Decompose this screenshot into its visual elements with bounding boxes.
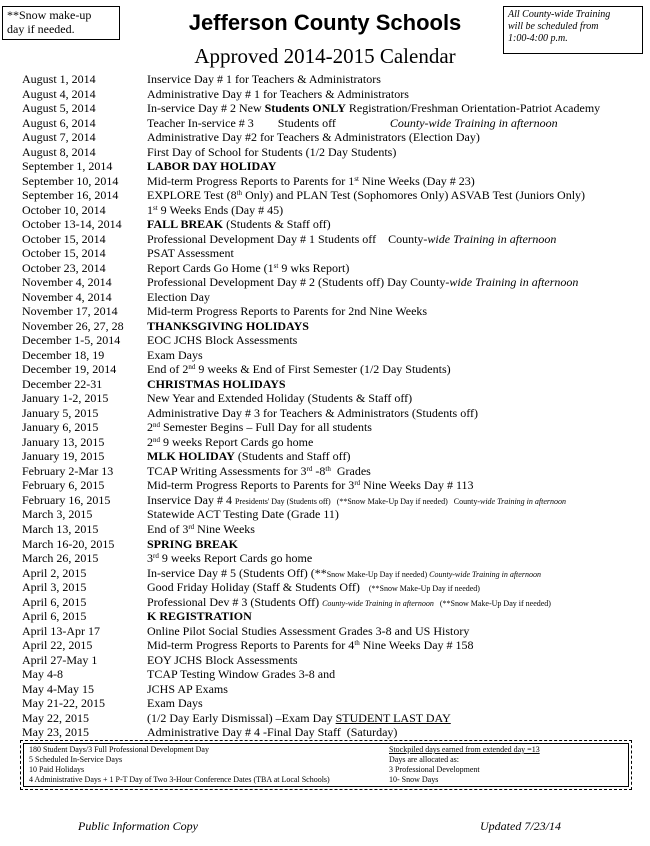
calendar-row: [22, 116, 648, 131]
description-segment: rd: [153, 552, 159, 561]
calendar-date: November 4, 2014: [22, 275, 112, 290]
calendar-description: [147, 551, 312, 566]
calendar-description: [147, 304, 427, 319]
description-segment: CHRISTMAS HOLIDAYS: [147, 376, 286, 391]
calendar-row: [22, 420, 648, 435]
description-segment: Only) and PLAN Test (Sophomores Only) ASVAB Test (Juniors Only): [242, 188, 586, 203]
calendar-date: March 3, 2015: [22, 507, 93, 522]
description-segment: Exam Days: [147, 347, 203, 362]
description-segment: 9 weeks & End of First Semester (1/2 Day Students): [195, 362, 451, 377]
calendar-row: [22, 406, 648, 421]
description-segment: First Day of School for Students (1/2 Day Students): [147, 144, 397, 159]
calendar-description: [147, 217, 331, 232]
description-segment: 9 weeks Report Cards go home: [160, 434, 314, 449]
calendar-date: October 10, 2014: [22, 202, 106, 217]
calendar-row: [22, 696, 648, 711]
calendar-row: [22, 203, 648, 218]
calendar-row: [22, 333, 648, 348]
description-segment: wide Training in afternoon: [480, 496, 567, 506]
calendar-row: [22, 725, 648, 740]
description-segment: 3: [147, 551, 153, 566]
calendar-row: [22, 624, 648, 639]
description-segment: Online Pilot Social Studies Assessment Grades 3-8 and US History: [147, 623, 470, 638]
calendar-description: [147, 159, 276, 174]
summary-line: 180 Student Days/3 Full Professional Development Day: [29, 745, 209, 754]
calendar-description: [147, 420, 372, 435]
training-note: [503, 6, 643, 54]
calendar-row: [22, 464, 648, 479]
description-segment: New Year and Extended Holiday (Students & Staff off): [147, 391, 413, 406]
calendar-date: October 15, 2014: [22, 246, 106, 261]
description-segment: Mid-term Progress Reports to Parents for 3: [147, 478, 355, 493]
calendar-date: April 27-May 1: [22, 652, 98, 667]
calendar-date: August 5, 2014: [22, 101, 96, 116]
calendar-row: [22, 595, 648, 610]
description-segment: 2: [147, 420, 153, 435]
calendar-description: [147, 464, 371, 479]
calendar-row: [22, 275, 648, 290]
calendar-description: [147, 725, 397, 740]
calendar-date: September 10, 2014: [22, 173, 119, 188]
calendar-date: May 22, 2015: [22, 710, 89, 725]
summary-line: 4 Administrative Days + 1 P-T Day of Two 3-Hour Conference Dates (TBA at Local Schools): [29, 775, 330, 784]
calendar-date: December 19, 2014: [22, 362, 117, 377]
description-segment: wide Training in afternoon: [427, 231, 557, 246]
calendar-date: April 2, 2015: [22, 565, 87, 580]
calendar-row: [22, 435, 648, 450]
description-segment: Report Cards Go Home (1: [147, 260, 274, 275]
calendar-description: [147, 624, 469, 639]
calendar-date: December 18, 19: [22, 347, 105, 362]
calendar-date: March 13, 2015: [22, 521, 99, 536]
description-segment: nd: [153, 435, 160, 444]
allocation-line: 10- Snow Days: [389, 775, 439, 784]
description-segment: Registration/Freshman Orientation-Patriot Academy: [345, 101, 601, 116]
description-segment: Professional Dev # 3 (Students Off): [147, 594, 323, 609]
description-segment: Statewide ACT Testing Date (Grade 11): [147, 507, 339, 522]
description-segment: End of 2: [147, 362, 189, 377]
calendar-description: [147, 319, 309, 334]
description-segment: nd: [188, 363, 196, 372]
calendar-date: May 4-8: [22, 667, 63, 682]
description-segment: SPRING BREAK: [147, 536, 239, 551]
calendar-row: [22, 362, 648, 377]
calendar-date: March 26, 2015: [22, 551, 99, 566]
updated-date-label: Updated 7/23/14: [480, 819, 561, 833]
calendar-description: [147, 333, 297, 348]
description-segment: st: [273, 261, 279, 270]
calendar-description: [147, 348, 203, 363]
description-segment: K REGISTRATION: [147, 609, 252, 624]
calendar-row: [22, 319, 648, 334]
calendar-description: [147, 174, 475, 189]
description-segment: st: [354, 174, 359, 183]
description-segment: EOC JCHS Block Assessments: [147, 333, 298, 348]
description-segment: 2: [147, 434, 153, 449]
calendar-description: [147, 116, 558, 131]
calendar-row: [22, 711, 648, 726]
calendar-date: May 23, 2015: [22, 725, 89, 740]
calendar-row: [22, 580, 648, 595]
calendar-description: [147, 566, 541, 581]
calendar-row: [22, 667, 648, 682]
calendar-description: [147, 377, 286, 392]
calendar-row: [22, 348, 648, 363]
description-segment: TCAP Testing Window Grades 3-8 and: [147, 667, 336, 682]
description-segment: In-service Day # 2 New: [147, 101, 265, 116]
calendar-description: [147, 696, 203, 711]
calendar-date: November 17, 2014: [22, 304, 118, 319]
description-segment: Administrative Day # 3 for Teachers & Administrators (Students off): [147, 405, 478, 420]
calendar-description: [147, 101, 600, 116]
description-segment: Mid-term Progress Reports to Parents for 4: [147, 638, 355, 653]
description-segment: Students ONLY: [264, 101, 346, 116]
description-segment: Semester Begins – Full Day for all students: [160, 420, 372, 435]
description-segment: nd: [153, 421, 160, 430]
description-segment: th: [236, 189, 243, 198]
description-segment: 9 wks Report): [278, 260, 350, 275]
description-segment: PSAT Assessment: [147, 246, 234, 261]
calendar-date: August 1, 2014: [22, 72, 96, 86]
calendar-date: August 6, 2014: [22, 115, 96, 130]
description-segment: County-wide Training in afternoon: [389, 115, 558, 130]
calendar-row: [22, 377, 648, 392]
calendar-description: [147, 145, 396, 160]
calendar-date: March 16-20, 2015: [22, 536, 115, 551]
calendar-description: [147, 537, 238, 552]
calendar-date: January 13, 2015: [22, 434, 105, 449]
calendar-date: April 22, 2015: [22, 638, 93, 653]
summary-box: [20, 740, 632, 790]
description-segment: Mid-term Progress Reports to Parents for 1: [147, 173, 355, 188]
description-segment: Presidents' Day (Students off) (**Snow Make-Up Day if needed) County-: [234, 496, 480, 506]
summary-right: [389, 745, 540, 785]
description-segment: 9 weeks Report Cards go home: [158, 551, 313, 566]
calendar-date: October 15, 2014: [22, 231, 106, 246]
description-segment: Administrative Day # 4 -Final Day Staff (Saturday): [147, 725, 398, 740]
description-segment: Exam Days: [147, 696, 203, 711]
calendar-description: [147, 406, 478, 421]
calendar-date: November 4, 2014: [22, 289, 112, 304]
description-segment: End of 3: [147, 521, 189, 536]
calendar-row: [22, 507, 648, 522]
description-segment: Good Friday Holiday (Staff & Students Off): [147, 580, 369, 595]
calendar-row: [22, 391, 648, 406]
description-segment: rd: [188, 522, 195, 531]
calendar-row: [22, 478, 648, 493]
calendar-date: February 2-Mar 13: [22, 463, 114, 478]
calendar-row: [22, 537, 648, 552]
description-segment: Teacher In-service # 3 Students off: [147, 115, 390, 130]
calendar-date: May 4-May 15: [22, 681, 94, 696]
calendar-date: February 6, 2015: [22, 478, 105, 493]
description-segment: In-service Day # 5 (Students Off) (**: [147, 565, 327, 580]
calendar-row: [22, 217, 648, 232]
page-subtitle: Approved 2014-2015 Calendar: [194, 44, 456, 68]
training-note-line-3: 1:00-4:00 p.m.: [508, 33, 568, 44]
calendar-date: April 13-Apr 17: [22, 623, 100, 638]
description-segment: EXPLORE Test (8: [147, 188, 237, 203]
calendar-row: [22, 87, 648, 102]
calendar-description: [147, 130, 480, 145]
description-segment: JCHS AP Exams: [147, 681, 228, 696]
calendar-description: [147, 609, 252, 624]
description-segment: -8: [312, 463, 326, 478]
calendar-row: [22, 653, 648, 668]
calendar-date: January 1-2, 2015: [22, 391, 109, 406]
calendar-date: April 6, 2015: [22, 609, 87, 624]
calendar-description: [147, 261, 349, 276]
calendar-description: [147, 638, 474, 653]
description-segment: Nine Weeks Day # 158: [359, 638, 474, 653]
description-segment: STUDENT LAST DAY: [335, 710, 451, 725]
summary-left: [29, 745, 330, 785]
calendar-description: [147, 290, 210, 305]
calendar-date: December 22-31: [22, 376, 103, 391]
calendar-row: [22, 101, 648, 116]
calendar-date: October 23, 2014: [22, 260, 106, 275]
description-segment: TCAP Writing Assessments for 3: [147, 463, 307, 478]
calendar-row: [22, 159, 648, 174]
training-note-line-1: All County-wide Training: [508, 9, 611, 20]
description-segment: rd: [306, 464, 313, 473]
calendar-row: [22, 493, 648, 508]
calendar-date: November 26, 27, 28: [22, 318, 124, 333]
calendar-date: May 21-22, 2015: [22, 696, 105, 711]
calendar-description: [147, 391, 412, 406]
snow-makeup-note-line-1: **Snow make-up: [7, 8, 92, 22]
calendar-date: February 16, 2015: [22, 492, 111, 507]
calendar-description: [147, 362, 451, 377]
calendar-date: August 8, 2014: [22, 144, 96, 159]
calendar-description: [147, 188, 585, 203]
calendar-description: [147, 275, 578, 290]
calendar-description: [147, 580, 480, 595]
calendar-row: [22, 609, 648, 624]
calendar-description: [147, 682, 228, 697]
summary-line: 10 Paid Holidays: [29, 765, 85, 774]
calendar-description: [147, 595, 551, 610]
description-segment: MLK HOLIDAY: [147, 449, 235, 464]
calendar-row: [22, 449, 648, 464]
description-segment: Grades: [330, 463, 371, 478]
calendar-date: December 1-5, 2014: [22, 333, 121, 348]
calendar-row: [22, 304, 648, 319]
calendar-date: January 5, 2015: [22, 405, 99, 420]
calendar-description: [147, 478, 474, 493]
calendar-row: [22, 682, 648, 697]
calendar-row: [22, 566, 648, 581]
description-segment: Nine Weeks: [194, 521, 255, 536]
calendar-date: August 4, 2014: [22, 86, 96, 101]
description-segment: st: [153, 203, 158, 212]
description-segment: wide Training in afternoon: [449, 275, 579, 290]
description-segment: Professional Development Day # 1 Students off County-: [147, 231, 428, 246]
calendar-description: [147, 653, 298, 668]
stockpiled-days-line: Stockpiled days earned from extended day =13: [389, 745, 540, 754]
calendar-description: [147, 711, 451, 726]
description-segment: (Students & Staff off): [223, 217, 331, 232]
calendar-description: [147, 72, 381, 87]
public-information-label: Public Information Copy: [78, 819, 198, 833]
description-segment: Nine Weeks (Day # 23): [358, 173, 475, 188]
snow-makeup-note-line-2: day if needed.: [7, 22, 75, 36]
description-segment: County-wide Training in afternoon: [322, 598, 434, 608]
calendar-description: [147, 449, 350, 464]
calendar-row: [22, 638, 648, 653]
calendar-date: October 13-14, 2014: [22, 217, 122, 232]
calendar-row: [22, 145, 648, 160]
calendar-row: [22, 174, 648, 189]
description-segment: th: [325, 464, 331, 473]
calendar-date: August 7, 2014: [22, 130, 96, 145]
calendar-row: [22, 261, 648, 276]
calendar-row: [22, 290, 648, 305]
description-segment: County-wide Training in afternoon: [429, 569, 541, 579]
description-segment: (Students and Staff off): [234, 449, 351, 464]
calendar-description: [147, 507, 339, 522]
calendar-date: January 6, 2015: [22, 420, 99, 435]
calendar-row: [22, 130, 648, 145]
calendar-date: September 16, 2014: [22, 188, 119, 203]
description-segment: (**Snow Make-Up Day if needed): [368, 584, 480, 594]
description-segment: Professional Development Day # 2 (Students off) Day County-: [147, 275, 450, 290]
calendar-description: [147, 667, 335, 682]
calendar-date: January 19, 2015: [22, 449, 105, 464]
description-segment: (1/2 Day Early Dismissal) –Exam Day: [147, 710, 336, 725]
description-segment: Administrative Day #2 for Teachers & Administrators (Election Day): [147, 130, 480, 145]
description-segment: rd: [354, 479, 361, 488]
calendar-description: [147, 493, 566, 508]
calendar-description: [147, 435, 313, 450]
description-segment: th: [354, 639, 360, 648]
description-segment: Administrative Day # 1 for Teachers & Administrators: [147, 86, 409, 101]
description-segment: Snow Make-Up Day if needed): [326, 569, 430, 579]
description-segment: LABOR DAY HOLIDAY: [147, 159, 277, 174]
calendar-date: September 1, 2014: [22, 159, 113, 174]
page-title: Jefferson County Schools: [188, 10, 462, 35]
calendar-description: [147, 522, 255, 537]
calendar-description: [147, 246, 234, 261]
description-segment: 1: [147, 202, 153, 217]
description-segment: Inservice Day # 4: [147, 492, 235, 507]
calendar-row: [22, 246, 648, 261]
description-segment: Election Day: [147, 289, 210, 304]
description-segment: EOY JCHS Block Assessments: [147, 652, 298, 667]
description-segment: Nine Weeks Day # 113: [360, 478, 474, 493]
calendar-row: [22, 232, 648, 247]
calendar-description: [147, 232, 556, 247]
calendar-date: April 6, 2015: [22, 594, 87, 609]
calendar-date: April 3, 2015: [22, 580, 87, 595]
calendar-description: [147, 203, 283, 218]
calendar-schedule: [22, 72, 648, 740]
calendar-description: [147, 87, 409, 102]
training-note-line-2: will be scheduled from: [508, 21, 599, 32]
description-segment: Inservice Day # 1 for Teachers & Administrators: [147, 72, 381, 86]
description-segment: Mid-term Progress Reports to Parents for 2nd Nine Weeks: [147, 304, 428, 319]
description-segment: 9 Weeks Ends (Day # 45): [157, 202, 284, 217]
description-segment: THANKSGIVING HOLIDAYS: [147, 318, 309, 333]
calendar-row: [22, 188, 648, 203]
allocation-line: 3 Professional Development: [389, 765, 480, 774]
calendar-row: [22, 551, 648, 566]
allocation-line: Days are allocated as:: [389, 755, 459, 764]
summary-line: 5 Scheduled In-Service Days: [29, 755, 123, 764]
calendar-row: [22, 522, 648, 537]
calendar-row: [22, 72, 648, 87]
description-segment: (**Snow Make-Up Day if needed): [433, 598, 551, 608]
description-segment: FALL BREAK: [147, 217, 224, 232]
